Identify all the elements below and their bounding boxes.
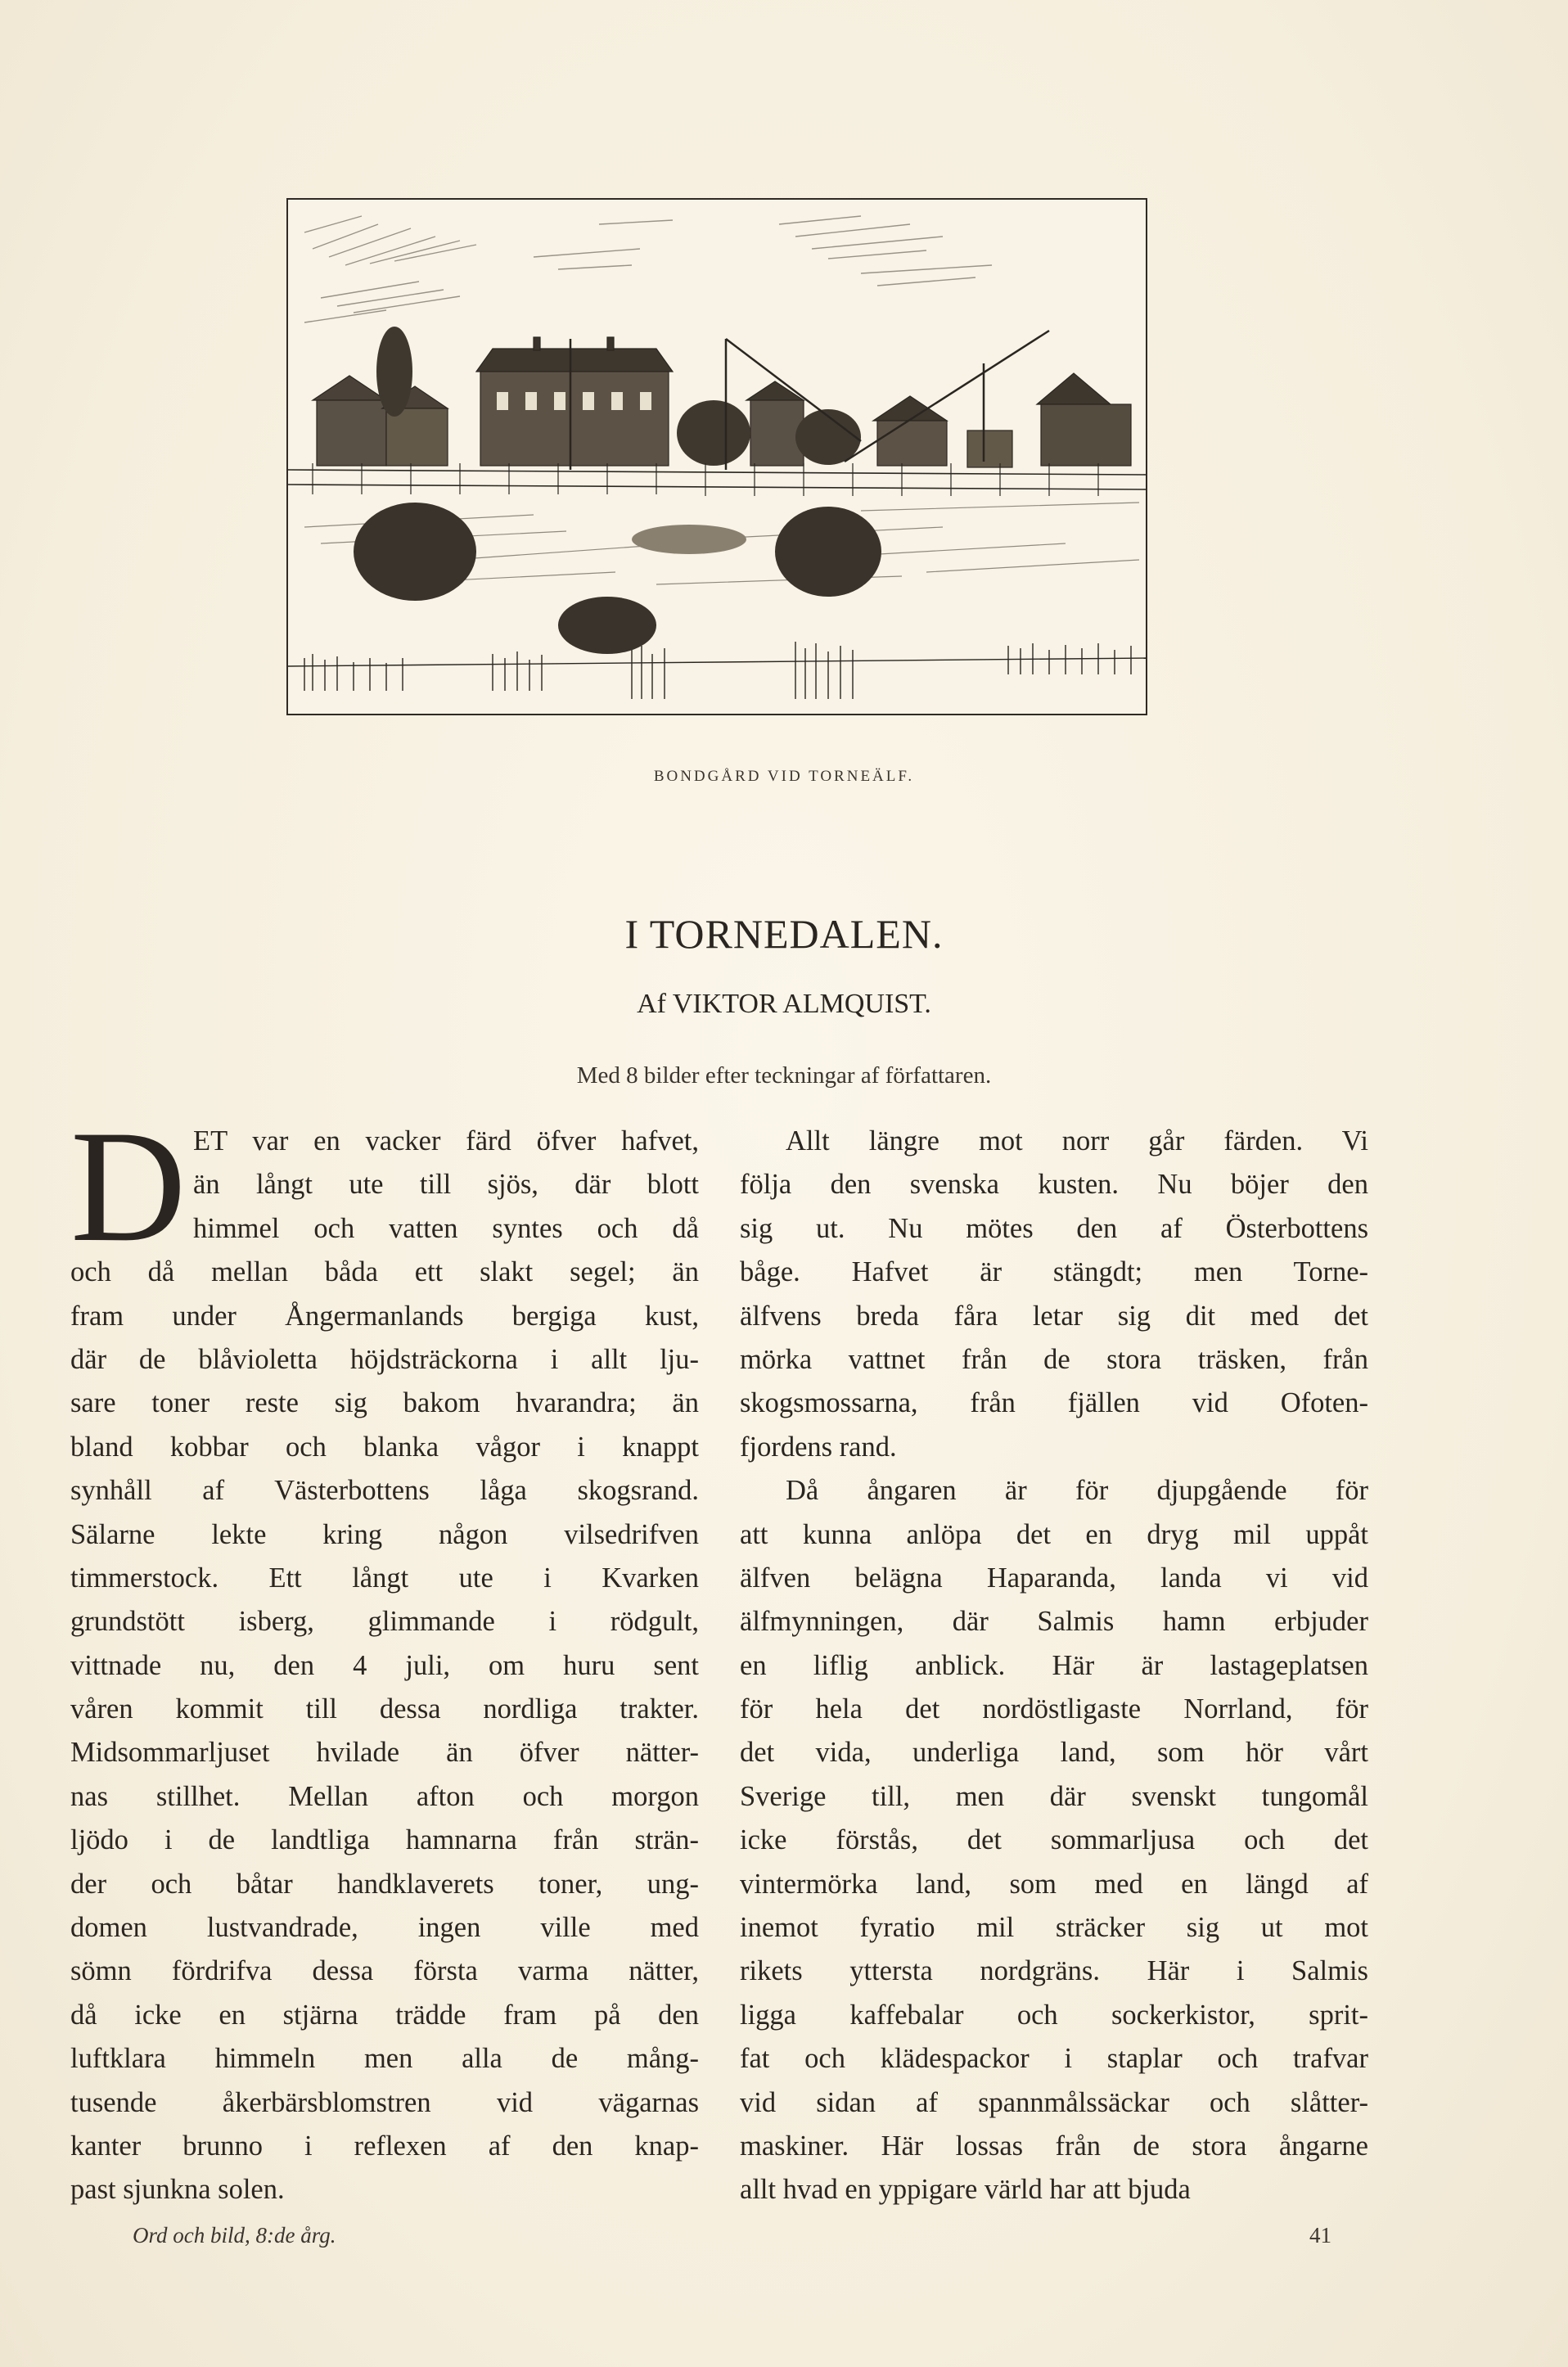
byline-prefix: Af: [637, 989, 666, 1019]
text-line: nas stillhet. Mellan afton och morgon: [70, 1780, 699, 1812]
journal-footer: Ord och bild, 8:de årg.: [133, 2223, 336, 2248]
text-line: där de blåvioletta höjdsträckorna i allt lju-: [70, 1343, 699, 1375]
text-line: past sjunkna solen.: [70, 2174, 285, 2206]
text-line: vid sidan af spannmålssäckar och slåtter-: [740, 2086, 1368, 2118]
text-line: ligga kaffebalar och sockerkistor, sprit-: [740, 1999, 1368, 2031]
text-line: Sverige till, men där svenskt tungomål: [740, 1780, 1368, 1812]
text-line: för hela det nordöstligaste Norrland, för: [740, 1693, 1368, 1725]
page-number: 41: [1309, 2223, 1331, 2248]
text-line: Sälarne lekte kring någon vilsedrifven: [70, 1518, 699, 1550]
text-line: rikets yttersta nordgräns. Här i Salmis: [740, 1955, 1368, 1987]
text-line: sömn fördrifva dessa första varma nätter,: [70, 1955, 699, 1987]
text-line: en liflig anblick. Här är lastageplatsen: [740, 1649, 1368, 1681]
text-line: fat och klädespackor i staplar och trafvar: [740, 2043, 1368, 2075]
text-line: fjordens rand.: [740, 1431, 897, 1463]
text-line: våren kommit till dessa nordliga trakter.: [70, 1693, 699, 1725]
text-line: det vida, underliga land, som hör vårt: [740, 1737, 1368, 1769]
text-line: då icke en stjärna trädde fram på den: [70, 1999, 699, 2031]
farmstead-drawing: [288, 200, 1146, 714]
text-line: domen lustvandrade, ingen ville med: [70, 1912, 699, 1944]
illustration-caption: BONDGÅRD VID TORNEÄLF.: [653, 768, 915, 785]
text-line: timmerstock. Ett långt ute i Kvarken: [70, 1562, 699, 1594]
text-line: ljödo i de landtliga hamnarna från strän-: [70, 1824, 699, 1856]
text-line: mörka vattnet från de stora träsken, från: [740, 1343, 1368, 1375]
text-line: följa den svenska kusten. Nu böjer den: [740, 1169, 1368, 1201]
text-line: fram under Ångermanlands bergiga kust,: [70, 1300, 699, 1332]
text-line: vittnade nu, den 4 juli, om huru sent: [70, 1649, 699, 1681]
text-line: allt hvad en yppigare värld har att bjuda: [740, 2174, 1191, 2206]
text-line: båge. Hafvet är stängdt; men Torne-: [740, 1256, 1368, 1288]
text-line: skogsmossarna, från fjällen vid Ofoten-: [740, 1387, 1368, 1419]
text-line: grundstött isberg, glimmande i rödgult,: [70, 1606, 699, 1638]
farmstead-illustration: [286, 198, 1147, 715]
text-line: älfven belägna Haparanda, landa vi vid: [740, 1562, 1368, 1594]
text-line: himmel och vatten syntes och då: [193, 1212, 699, 1244]
text-line: älfvens breda fåra letar sig dit med det: [740, 1300, 1368, 1332]
text-line: synhåll af Västerbottens låga skogsrand.: [70, 1475, 699, 1507]
text-line: Då ångaren är för djupgående för: [786, 1475, 1368, 1507]
text-line: tusende åkerbärsblomstren vid vägarnas: [70, 2086, 699, 2118]
text-line: och då mellan båda ett slakt segel; än: [70, 1256, 699, 1288]
byline-author: VIKTOR ALMQUIST.: [672, 989, 931, 1019]
article-byline: [0, 989, 1568, 1020]
text-line: icke förstås, det sommarljusa och det: [740, 1824, 1368, 1856]
text-line: vintermörka land, som med en längd af: [740, 1868, 1368, 1900]
text-line: Midsommarljuset hvilade än öfver nätter-: [70, 1737, 699, 1769]
text-line: älfmynningen, där Salmis hamn erbjuder: [740, 1606, 1368, 1638]
text-line: maskiner. Här lossas från de stora ångarne: [740, 2130, 1368, 2162]
text-line: att kunna anlöpa det en dryg mil uppåt: [740, 1518, 1368, 1550]
text-line: än långt ute till sjös, där blott: [193, 1169, 699, 1201]
left-column: [70, 1098, 699, 2212]
text-line: sare toner reste sig bakom hvarandra; än: [70, 1387, 699, 1419]
text-line: Allt längre mot norr går färden. Vi: [786, 1125, 1368, 1156]
text-line: luftklara himmeln men alla de mång-: [70, 2043, 699, 2075]
article-subtitle: Med 8 bilder efter teckningar af författaren.: [576, 1062, 992, 1089]
text-line: ET var en vacker färd öfver hafvet,: [193, 1125, 699, 1156]
text-line: inemot fyratio mil sträcker sig ut mot: [740, 1912, 1368, 1944]
text-line: sig ut. Nu mötes den af Österbottens: [740, 1212, 1368, 1244]
right-column: [740, 1120, 1368, 2212]
text-line: der och båtar handklaverets toner, ung-: [70, 1868, 699, 1900]
drop-cap: D: [70, 1098, 187, 1275]
text-line: bland kobbar och blanka vågor i knappt: [70, 1431, 699, 1463]
article-title: I TORNEDALEN.: [624, 911, 944, 957]
text-line: kanter brunno i reflexen af den knap-: [70, 2130, 699, 2162]
